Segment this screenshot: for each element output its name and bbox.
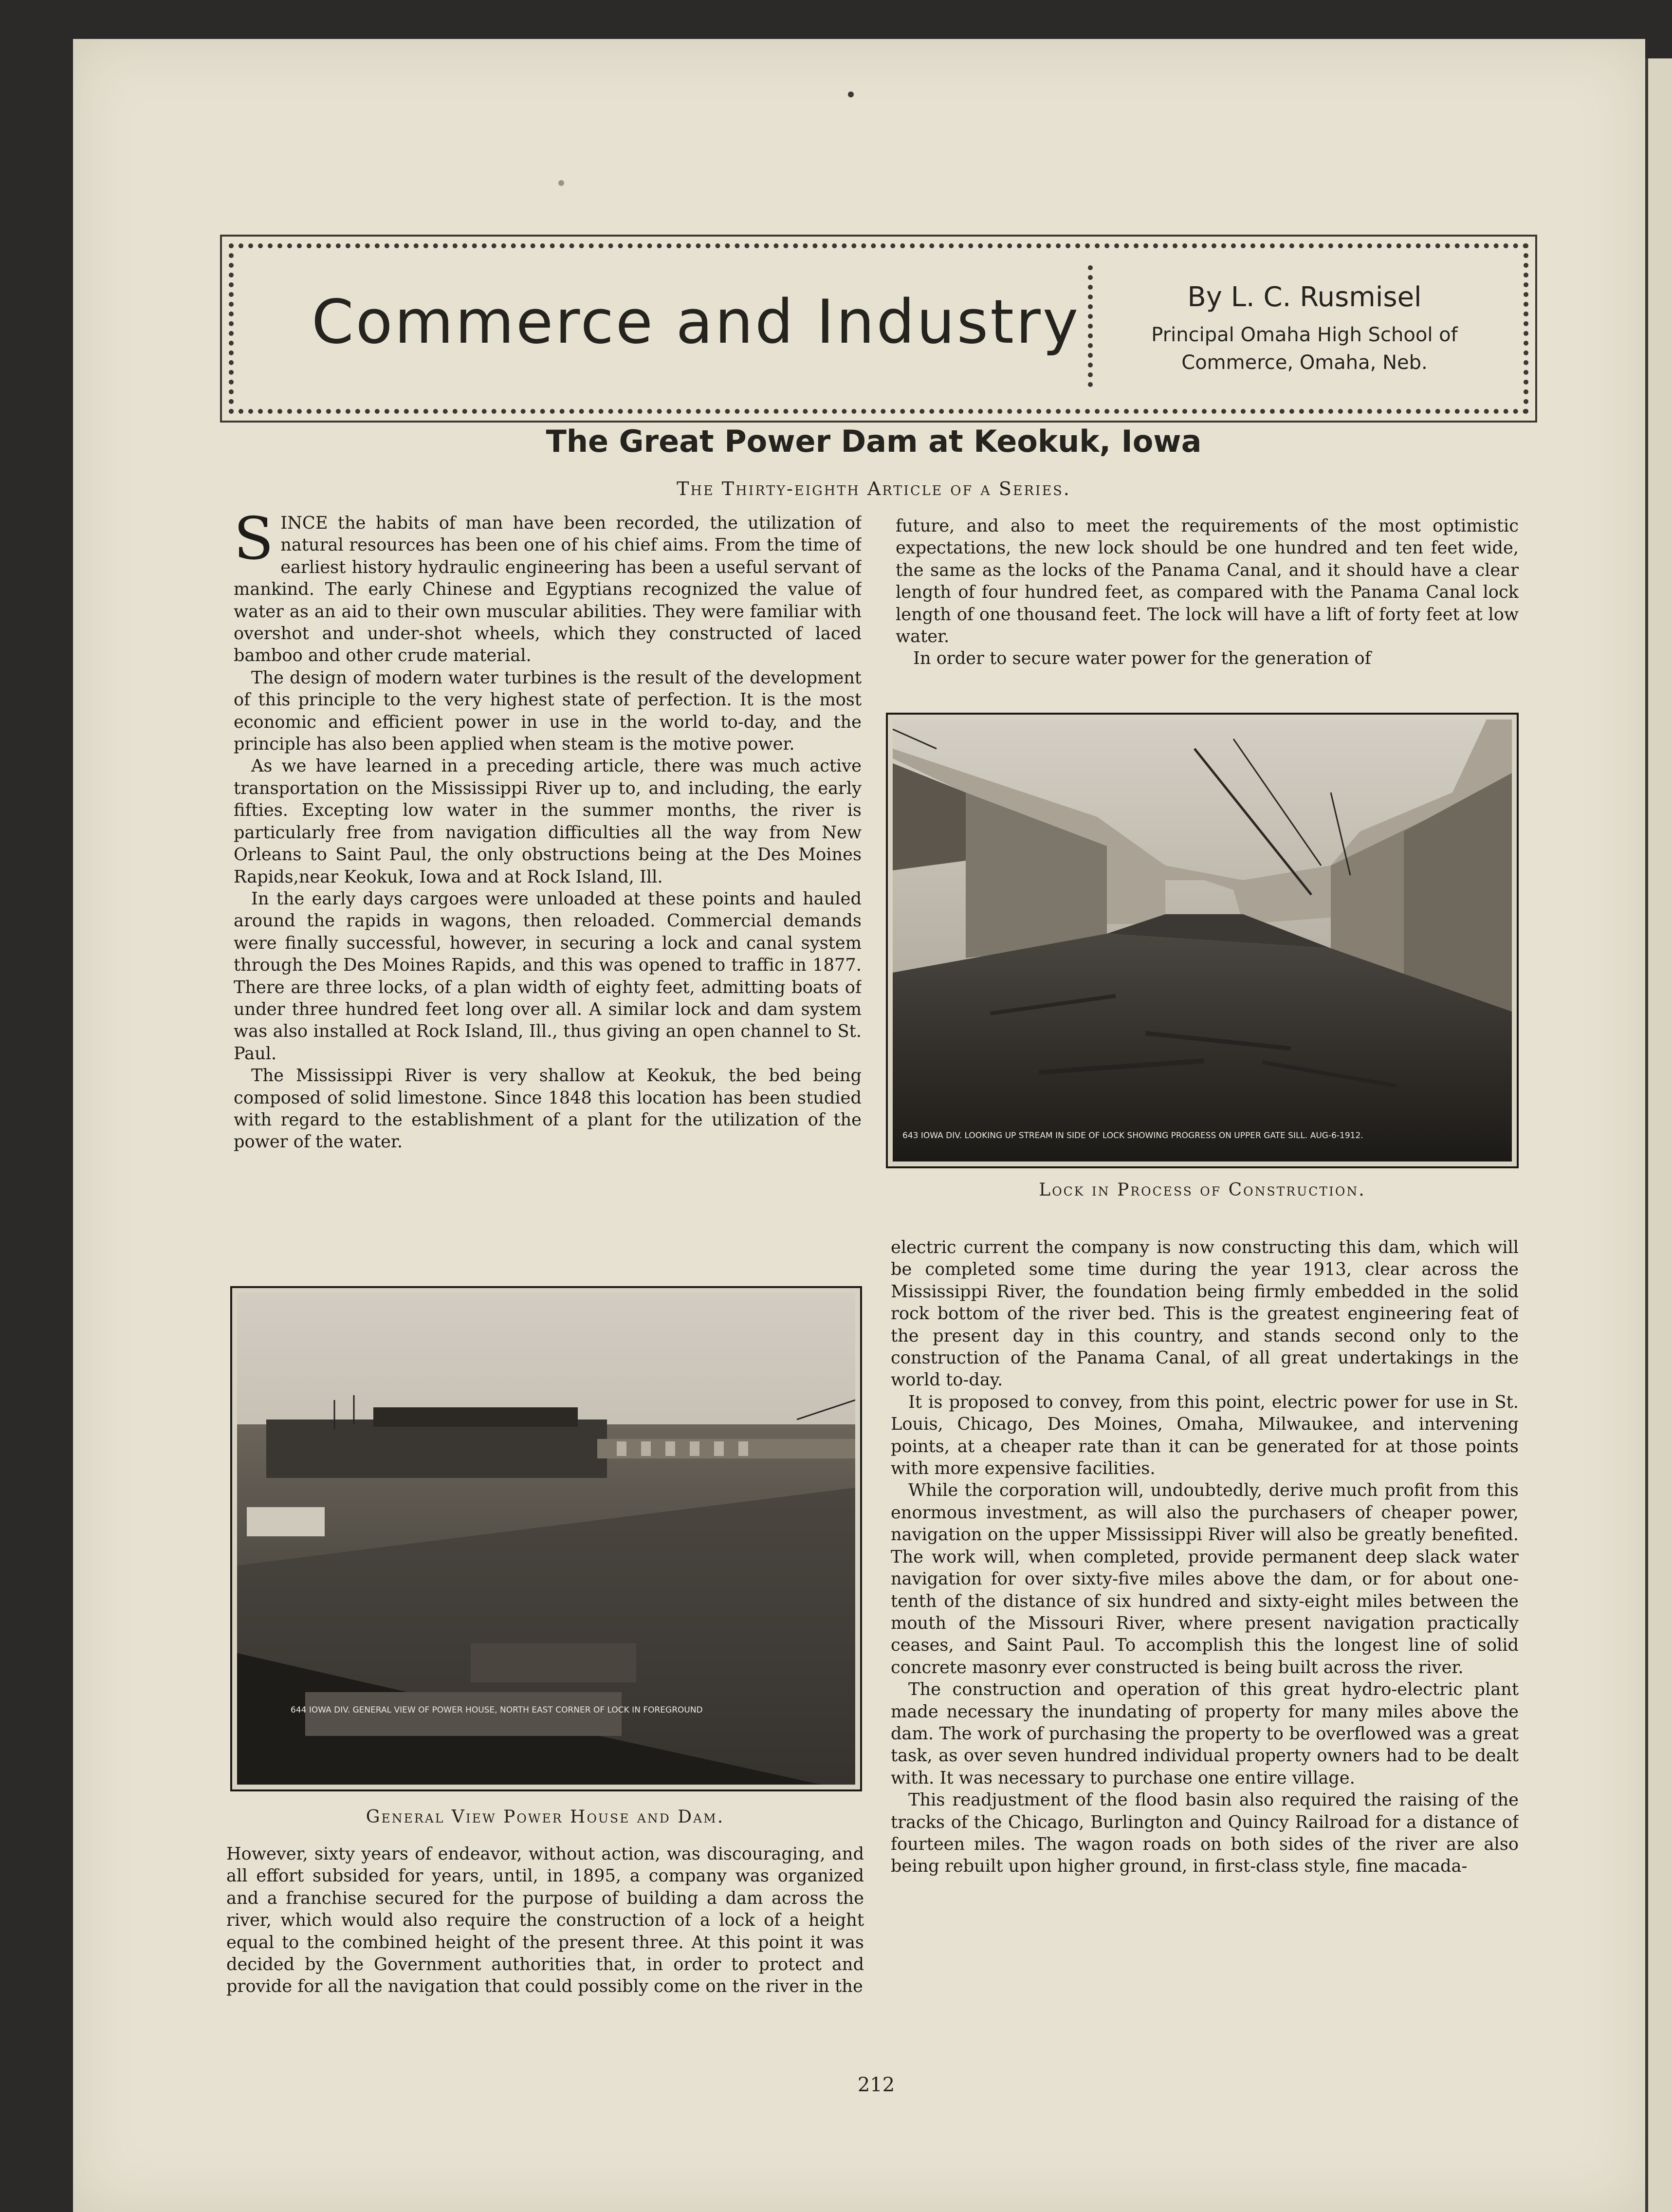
right-column-bottom [891,1236,1519,2064]
paragraph-text: INCE the habits of man have been recorded, the utilization of natural resources has been one of his chief aims. From the time of earliest history hydraulic engineering has been a useful servant of mankind. The early Chinese and Egyptians recognized the value of water as an aid to their own muscular abilities. They were familiar with overshot and under-shot wheels, which they constructed of laced bamboo and other crude material. [234,513,862,666]
drop-cap: S [234,512,274,573]
lock-construction-photo [893,719,1512,1161]
paragraph: The design of modern water turbines is the result of the development of this principle to the very highest state of perfection. It is the most economic and efficient power in use in the world to-day, and the principle has also been applied when steam is the motive power. [234,667,862,755]
author-affiliation-line-1: Principal Omaha High School of [1151,324,1458,346]
paragraph: This readjustment of the flood basin also required the raising of the tracks of the Chicago, Burlington and Quincy Railroad for a distance of fourteen miles. The wagon roads on both sides of the river are also being rebuilt upon higher ground, in first-class style, fine macada- [891,1790,1519,1877]
section-title: Commerce and Industry [312,287,1081,357]
print-speck [558,180,564,186]
lock-photo-caption: Lock in Process of Construction. [1039,1180,1366,1200]
left-column-bottom [226,1843,864,2057]
paragraph: As we have learned in a preceding article, there was much active transportation on the Mississippi River up to, and including, the early fifties. Excepting low water in the summer months, the river is particularly free from navigation difficulties all the way from New Orleans to Saint Paul, the only obstructions being at the Des Moines Rapids,near Keokuk, Iowa and at Rock Island, Ill. [234,756,862,887]
lock-photo-frame [886,713,1519,1168]
print-speck [848,92,854,97]
left-column-top [234,512,862,1252]
author-byline: By L. C. Rusmisel [1187,281,1422,313]
paragraph: While the corporation will, undoubtedly, derive much profit from this enormous investment, as will also the purchasers of cheaper power, navigation on the upper Mississippi River will also be greatly benefited. The work will, when completed, provide permanent deep slack water navigation for over sixty-five miles above the dam, or for about one-tenth of the distance of six hundred and sixty-eight miles between the mouth of the Missouri River, where present navigation practically ceases, and Saint Paul. To accomplish this the longest line of solid concrete masonry ever constructed is being built across the river. [891,1480,1519,1677]
paragraph: electric current the company is now constructing this dam, which will be completed some time during the year 1913, clear across the Mississippi River, the foundation being firmly embedded in the solid rock bottom of the river bed. This is the greatest engineering feat of the present day in this country, and stands second only to the construction of the Panama Canal, of all great undertakings in the world to-day. [891,1237,1519,1390]
page-number: 212 [857,2074,895,2096]
right-column-top [896,515,1519,690]
paragraph: In order to secure water power for the generation of [913,648,1371,669]
paragraph: The Mississippi River is very shallow at Keokuk, the bed being composed of solid limestone. Since 1848 this location has been studied with regard to the establishment of a plant for the utilization of the power of the water. [234,1066,862,1152]
author-affiliation-line-2: Commerce, Omaha, Neb. [1181,351,1428,374]
paragraph: future, and also to meet the requirements of the most optimistic expectations, the new lock should be one hundred and ten feet wide, the same as the locks of the Panama Canal, and it should have a clear length of four hundred feet, as compared with the Panama Canal lock length of one thousand feet. The lock will have a lift of forty feet at low water. [896,516,1519,647]
next-page-edge [1645,58,1672,2212]
article-subtitle: The Thirty-eighth Article of a Series. [677,478,1071,499]
header-divider [1088,265,1093,387]
paragraph: The construction and operation of this great hydro-electric plant made necessary the inundating of property for many miles above the dam. The work of purchasing the property to be overflowed was a great task, as over seven hundred individual property owners had to be dealt with. It was necessary to purchase one entire village. [891,1679,1519,1788]
powerhouse-dam-photo [237,1293,855,1785]
paragraph: However, sixty years of endeavor, without action, was discouraging, and all effort subsided for years, until, in 1895, a company was organized and a franchise secured for the purpose of building a dam across the river, which would also require the construction of a lock of a height equal to the combined height of the present three. At this point it was decided by the Government authorities that, in order to protect and provide for all the navigation that could possibly come on the river in the [226,1844,864,1997]
lock-photo-label: 643 IOWA DIV. LOOKING UP STREAM IN SIDE OF LOCK SHOWING PROGRESS ON UPPER GATE SILL. AUG-6-1912. [902,1131,1363,1141]
paragraph: It is proposed to convey, from this point, electric power for use in St. Louis, Chicago, Des Moines, Omaha, Milwaukee, and intervening points, at a cheaper rate than it can be generated for at those points with more expensive facilities. [891,1392,1519,1479]
paragraph: In the early days cargoes were unloaded at these points and hauled around the rapids in wagons, then reloaded. Commercial demands were finally successful, however, in securing a lock and canal system through the Des Moines Rapids, and this was opened to traffic in 1877. There are three locks, of a plan width of eighty feet, admitting boats of under three hundred feet long over all. A similar lock and dam system was also installed at Rock Island, Ill., thus giving an open channel to St. Paul. [234,888,862,1064]
powerhouse-photo-label: 644 IOWA DIV. GENERAL VIEW OF POWER HOUSE, NORTH EAST CORNER OF LOCK IN FOREGROUND [291,1705,703,1715]
powerhouse-photo-caption: General View Power House and Dam. [366,1807,725,1827]
powerhouse-photo-frame [230,1286,862,1791]
article-title: The Great Power Dam at Keokuk, Iowa [546,424,1202,459]
paragraph [234,512,862,667]
